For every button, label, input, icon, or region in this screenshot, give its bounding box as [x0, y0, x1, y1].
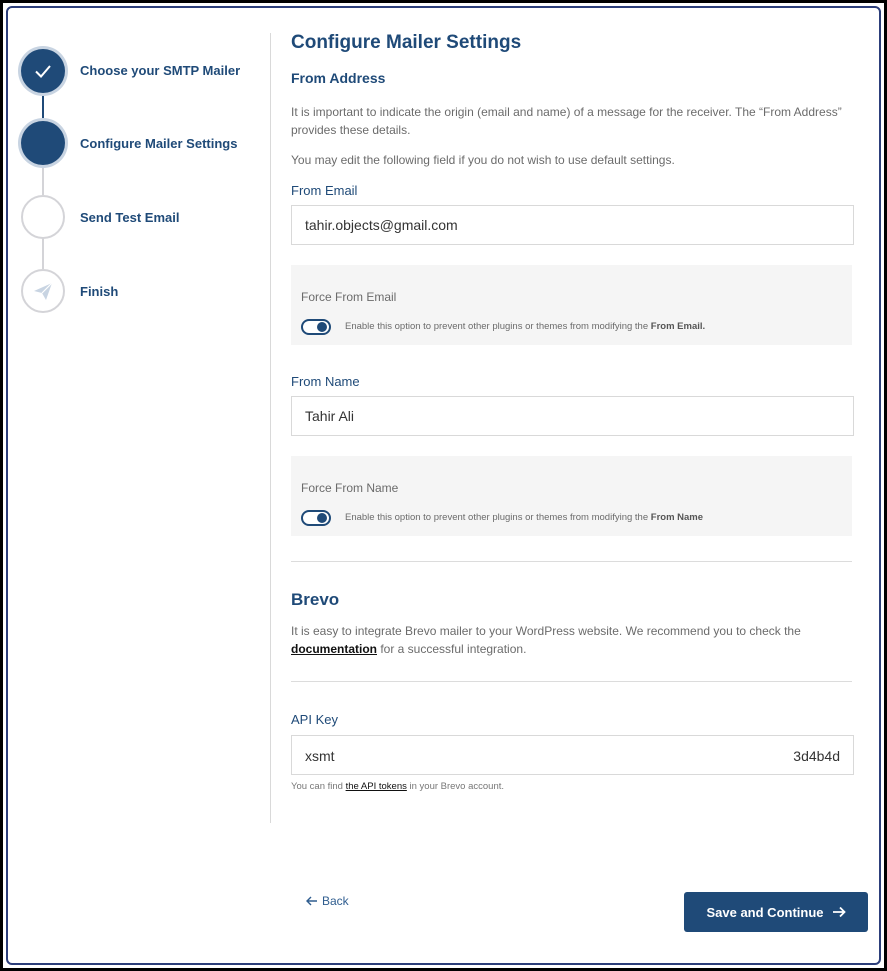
api-key-value-end: 3d4b4d	[793, 748, 840, 764]
section-divider	[291, 681, 852, 682]
from-name-label: From Name	[291, 374, 360, 389]
force-from-name-toggle[interactable]	[301, 510, 331, 526]
page-title: Configure Mailer Settings	[291, 32, 522, 53]
force-from-email-panel	[291, 265, 852, 345]
edit-note: You may edit the following field if you do not wish to use default settings.	[291, 153, 675, 167]
arrow-right-icon	[832, 906, 846, 918]
from-email-input[interactable]: tahir.objects@gmail.com	[291, 205, 854, 245]
desc-text: Enable this option to prevent other plugins or themes from modifying the	[345, 321, 651, 332]
from-address-heading: From Address	[291, 70, 386, 86]
api-tokens-link[interactable]: the API tokens	[345, 781, 407, 792]
step-connector	[42, 164, 44, 195]
section-divider	[291, 561, 852, 562]
desc-bold: From Email.	[650, 321, 706, 332]
arrow-left-icon	[306, 896, 318, 906]
api-key-hint	[291, 781, 504, 792]
step-2-label[interactable]: Configure Mailer Settings	[80, 136, 238, 151]
desc-bold: From Name	[650, 512, 704, 523]
back-link[interactable]	[306, 894, 349, 908]
force-from-name-panel	[291, 456, 852, 536]
desc-text: Enable this option to prevent other plugins or themes from modifying the	[345, 512, 651, 523]
setup-stepper	[0, 0, 265, 400]
brevo-desc-suffix: for a successful integration.	[377, 642, 527, 656]
api-key-label: API Key	[291, 712, 338, 727]
step-connector	[42, 238, 44, 269]
step-1-label[interactable]: Choose your SMTP Mailer	[80, 63, 241, 78]
step-3-circle[interactable]	[21, 195, 65, 239]
step-1-circle[interactable]	[21, 49, 65, 93]
brevo-desc-text: It is easy to integrate Brevo mailer to your WordPress website. We recommend you to check the	[291, 624, 801, 638]
check-icon	[33, 61, 53, 81]
from-name-input[interactable]: Tahir Ali	[291, 396, 854, 436]
api-key-value-start: xsmt	[305, 748, 335, 764]
toggle-knob	[317, 513, 327, 523]
step-2-circle[interactable]	[21, 121, 65, 165]
paper-plane-icon	[32, 280, 54, 302]
api-key-input[interactable]	[291, 735, 854, 775]
force-from-name-title: Force From Name	[301, 481, 399, 495]
back-label: Back	[322, 894, 349, 908]
step-connector	[42, 90, 44, 122]
save-and-continue-button[interactable]	[684, 892, 868, 932]
step-3-label[interactable]: Send Test Email	[80, 210, 180, 225]
hint-suffix: in your Brevo account.	[406, 781, 505, 792]
force-from-name-description	[345, 512, 703, 523]
force-from-email-description	[345, 321, 705, 332]
brevo-description	[291, 622, 853, 658]
step-4-circle[interactable]	[21, 269, 65, 313]
step-4-label[interactable]: Finish	[80, 284, 119, 299]
from-address-description: It is important to indicate the origin (email and name) of a message for the receiver. The “From Address” provides these details.	[291, 105, 842, 137]
force-from-email-toggle[interactable]	[301, 319, 331, 335]
toggle-knob	[317, 322, 327, 332]
vertical-divider	[270, 33, 271, 823]
hint-text: You can find	[291, 781, 346, 792]
brevo-heading: Brevo	[291, 590, 340, 609]
documentation-link[interactable]: documentation	[291, 642, 377, 656]
from-email-label: From Email	[291, 183, 358, 198]
save-label: Save and Continue	[706, 904, 824, 920]
force-from-email-title: Force From Email	[301, 290, 397, 304]
